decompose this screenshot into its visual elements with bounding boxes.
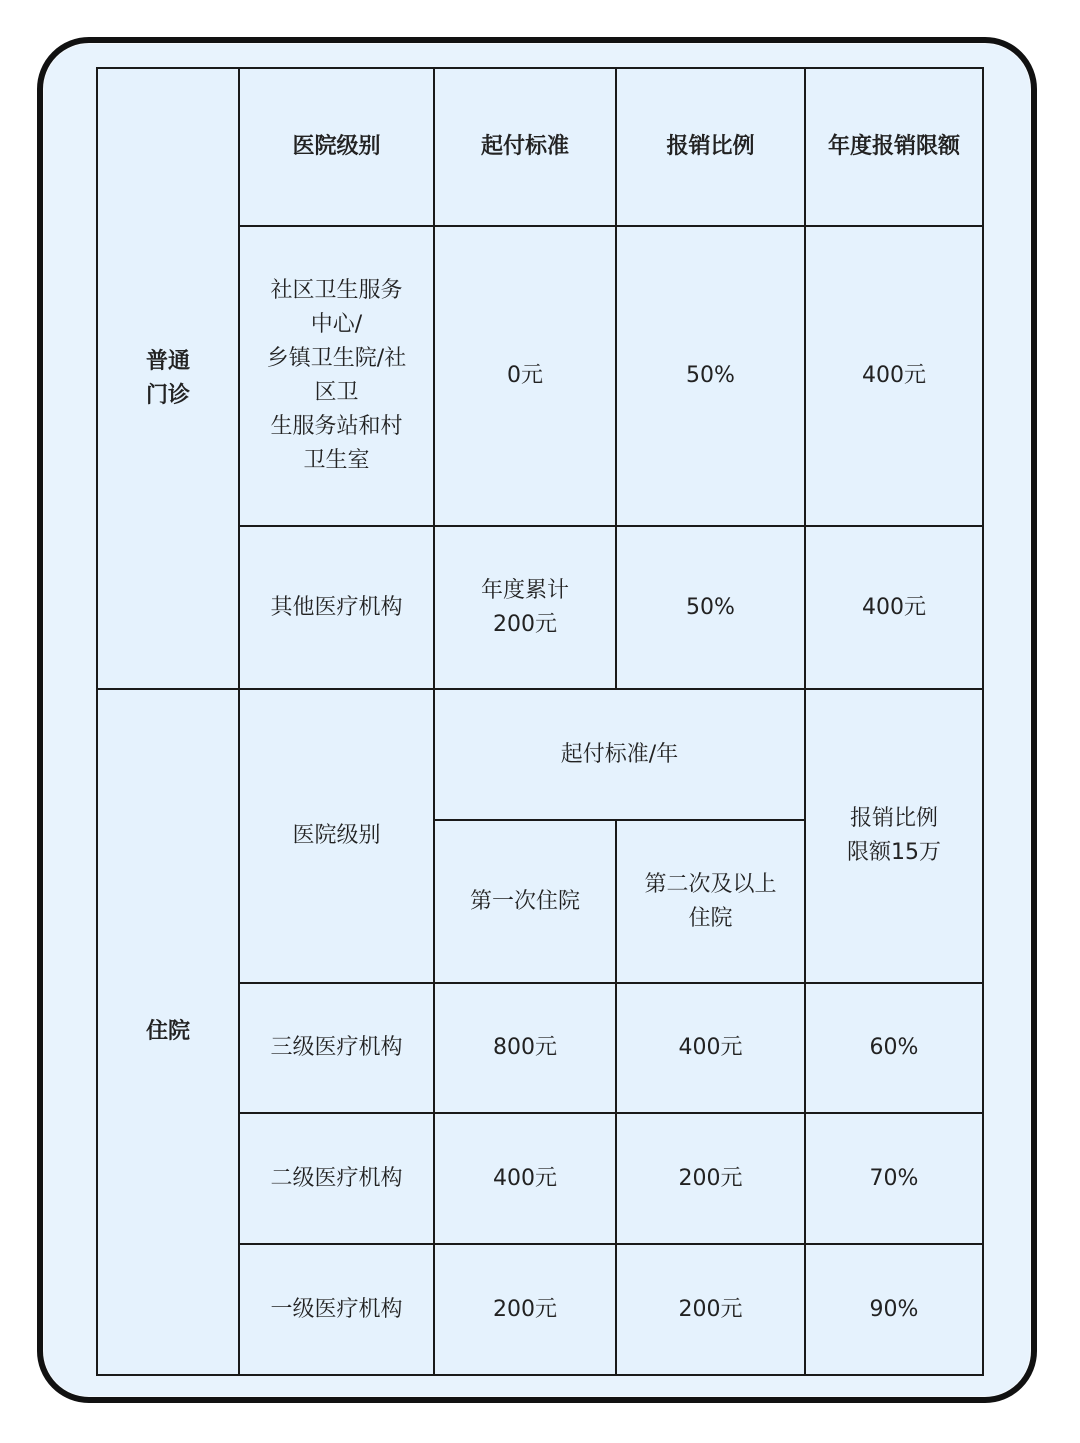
inpatient-level-cell: 二级医疗机构 [239,1113,434,1244]
outpatient-level-cell: 其他医疗机构 [239,526,434,689]
outpatient-section-label: 普通 门诊 [97,68,239,689]
outpatient-header-row [97,68,983,226]
header-hospital-level: 医院级别 [239,68,434,226]
inpatient-header-ratio-limit: 报销比例 限额15万 [805,689,983,983]
inpatient-level-cell: 一级医疗机构 [239,1244,434,1375]
inpatient-header-first-stay: 第一次住院 [434,820,616,983]
reimbursement-table [96,67,984,1376]
outpatient-deductible-cell: 0元 [434,226,616,526]
header-ratio: 报销比例 [616,68,805,226]
outpatient-limit-cell: 400元 [805,226,983,526]
header-deductible: 起付标准 [434,68,616,226]
inpatient-level-cell: 三级医疗机构 [239,983,434,1113]
inpatient-first-cell: 400元 [434,1113,616,1244]
inpatient-header-hospital-level: 医院级别 [239,689,434,983]
inpatient-header-second-stay: 第二次及以上 住院 [616,820,805,983]
inpatient-first-cell: 800元 [434,983,616,1113]
outpatient-ratio-cell: 50% [616,226,805,526]
header-annual-limit: 年度报销限额 [805,68,983,226]
inpatient-second-cell: 400元 [616,983,805,1113]
outpatient-limit-cell: 400元 [805,526,983,689]
inpatient-second-cell: 200元 [616,1113,805,1244]
outpatient-deductible-cell: 年度累计 200元 [434,526,616,689]
inpatient-second-cell: 200元 [616,1244,805,1375]
outpatient-level-cell: 社区卫生服务 中心/ 乡镇卫生院/社 区卫 生服务站和村 卫生室 [239,226,434,526]
inpatient-section-label: 住院 [97,689,239,1375]
inpatient-ratio-cell: 60% [805,983,983,1113]
inpatient-header-deductible-group: 起付标准/年 [434,689,805,820]
inpatient-ratio-cell: 90% [805,1244,983,1375]
outpatient-ratio-cell: 50% [616,526,805,689]
inpatient-first-cell: 200元 [434,1244,616,1375]
inpatient-ratio-cell: 70% [805,1113,983,1244]
inpatient-header-row [97,689,983,820]
